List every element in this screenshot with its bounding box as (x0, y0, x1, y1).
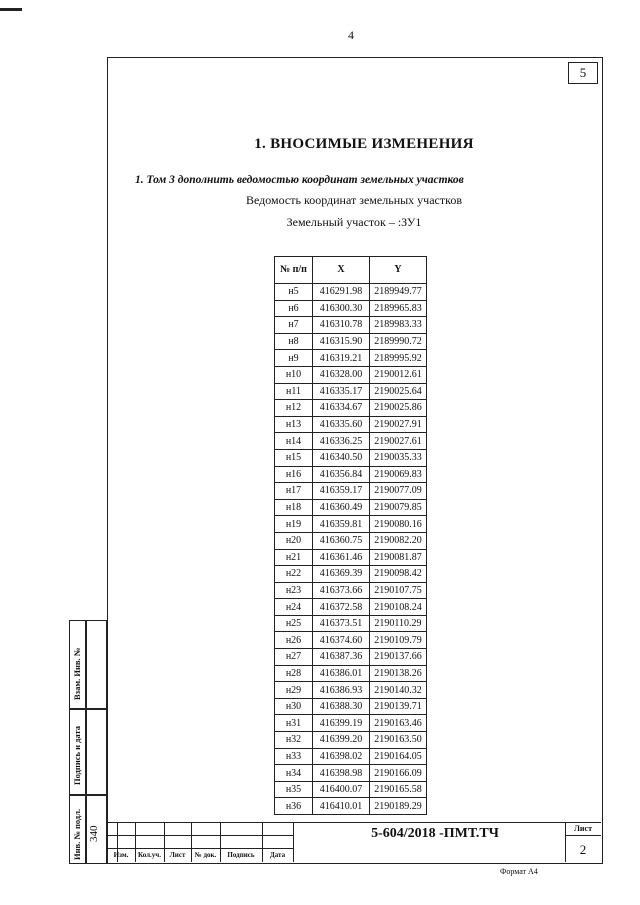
x-cell: 416359.81 (313, 516, 370, 533)
table-header-row (275, 257, 427, 284)
x-cell: 416360.49 (313, 499, 370, 516)
point-id-cell: н28 (275, 665, 313, 682)
y-cell: 2190027.91 (370, 416, 427, 433)
y-cell: 2190163.46 (370, 715, 427, 732)
table-row (275, 599, 427, 616)
tb-col-date: Дата (269, 851, 286, 859)
header-number: № п/п (275, 257, 313, 284)
y-cell: 2190140.32 (370, 682, 427, 699)
x-cell: 416300.30 (313, 300, 370, 317)
table-row (275, 732, 427, 749)
statement-title: Ведомость координат земельных участков (245, 193, 462, 207)
point-id-cell: н35 (275, 781, 313, 798)
point-id-cell: н8 (275, 333, 313, 350)
point-id-cell: н5 (275, 284, 313, 301)
parcel-label: Земельный участок – :ЗУ1 (286, 215, 422, 229)
point-id-cell: н9 (275, 350, 313, 367)
point-id-cell: н12 (275, 400, 313, 417)
x-cell: 416310.78 (313, 317, 370, 334)
table-row (275, 300, 427, 317)
y-cell: 2190164.05 (370, 748, 427, 765)
x-cell: 416360.75 (313, 532, 370, 549)
y-cell: 2189949.77 (370, 284, 427, 301)
table-row (275, 383, 427, 400)
point-id-cell: н36 (275, 798, 313, 815)
x-cell: 416356.84 (313, 466, 370, 483)
y-cell: 2190027.61 (370, 433, 427, 450)
table-row (275, 466, 427, 483)
table-row (275, 649, 427, 666)
y-cell: 2190080.16 (370, 516, 427, 533)
x-cell: 416386.93 (313, 682, 370, 699)
table-row (275, 549, 427, 566)
y-cell: 2190165.58 (370, 781, 427, 798)
y-cell: 2190139.71 (370, 698, 427, 715)
point-id-cell: н27 (275, 649, 313, 666)
y-cell: 2190110.29 (370, 615, 427, 632)
point-id-cell: н30 (275, 698, 313, 715)
point-id-cell: н10 (275, 366, 313, 383)
y-cell: 2190025.64 (370, 383, 427, 400)
point-id-cell: н33 (275, 748, 313, 765)
format-label: Формат А4 (500, 867, 538, 876)
y-cell: 2190137.66 (370, 649, 427, 666)
point-id-cell: н21 (275, 549, 313, 566)
y-cell: 2190098.42 (370, 566, 427, 583)
table-row (275, 433, 427, 450)
table-row (275, 665, 427, 682)
x-cell: 416340.50 (313, 449, 370, 466)
section-title: 1. ВНОСИМЫЕ ИЗМЕНЕНИЯ (254, 136, 474, 152)
point-id-cell: н18 (275, 499, 313, 516)
y-cell: 2190077.09 (370, 483, 427, 500)
point-id-cell: н14 (275, 433, 313, 450)
x-cell: 416334.67 (313, 400, 370, 417)
table-row (275, 781, 427, 798)
point-id-cell: н11 (275, 383, 313, 400)
table-row (275, 317, 427, 334)
stamp-col-inv-zam-value (85, 620, 107, 710)
corner-mark (0, 8, 22, 11)
y-cell: 2190109.79 (370, 632, 427, 649)
instruction-text: 1. Том 3 дополнить ведомостью координат земельных участков (135, 174, 464, 186)
header-x: X (313, 257, 370, 284)
table-row (275, 798, 427, 815)
point-id-cell: н25 (275, 615, 313, 632)
table-row (275, 449, 427, 466)
page-number: 4 (348, 28, 354, 42)
table-row (275, 483, 427, 500)
table-row (275, 532, 427, 549)
coordinates-table (274, 256, 427, 815)
point-id-cell: н34 (275, 765, 313, 782)
x-cell: 416387.36 (313, 649, 370, 666)
x-cell: 416335.17 (313, 383, 370, 400)
y-cell: 2190069.83 (370, 466, 427, 483)
point-id-cell: н6 (275, 300, 313, 317)
table-row (275, 715, 427, 732)
x-cell: 416291.98 (313, 284, 370, 301)
y-cell: 2190012.61 (370, 366, 427, 383)
y-cell: 2190025.86 (370, 400, 427, 417)
x-cell: 416336.25 (313, 433, 370, 450)
table-row (275, 366, 427, 383)
y-cell: 2190079.85 (370, 499, 427, 516)
sheet-box: 5 (568, 62, 598, 84)
point-id-cell: н32 (275, 732, 313, 749)
x-cell: 416373.66 (313, 582, 370, 599)
x-cell: 416373.51 (313, 615, 370, 632)
x-cell: 416386.01 (313, 665, 370, 682)
x-cell: 416399.20 (313, 732, 370, 749)
x-cell: 416374.60 (313, 632, 370, 649)
table-row (275, 582, 427, 599)
tb-col-kol-uch: Кол.уч. (137, 851, 161, 859)
x-cell: 416315.90 (313, 333, 370, 350)
x-cell: 416398.98 (313, 765, 370, 782)
point-id-cell: н23 (275, 582, 313, 599)
tb-col-signature: Подпись (227, 851, 255, 859)
x-cell: 416398.02 (313, 748, 370, 765)
y-cell: 2189983.33 (370, 317, 427, 334)
x-cell: 416319.21 (313, 350, 370, 367)
table-row (275, 499, 427, 516)
point-id-cell: н26 (275, 632, 313, 649)
x-cell: 416388.30 (313, 698, 370, 715)
table-row (275, 350, 427, 367)
label-signature-date: Подпись и дата (72, 726, 82, 785)
stamp-col-signature-value (85, 708, 107, 796)
point-id-cell: н22 (275, 566, 313, 583)
point-id-cell: н17 (275, 483, 313, 500)
table-row (275, 698, 427, 715)
point-id-cell: н15 (275, 449, 313, 466)
sheet-label: Лист (573, 824, 593, 833)
x-cell: 416369.39 (313, 566, 370, 583)
table-row (275, 333, 427, 350)
sheet-number: 2 (579, 842, 587, 857)
label-inv-podl: Инв. № подл. (72, 808, 82, 860)
y-cell: 2190189.29 (370, 798, 427, 815)
table-row (275, 748, 427, 765)
x-cell: 416372.58 (313, 599, 370, 616)
table-row (275, 632, 427, 649)
tb-col-izm: Изм. (113, 851, 129, 859)
x-cell: 416400.07 (313, 781, 370, 798)
point-id-cell: н19 (275, 516, 313, 533)
x-cell: 416361.46 (313, 549, 370, 566)
table-row (275, 682, 427, 699)
x-cell: 416399.19 (313, 715, 370, 732)
label-inv-zam: Взам. Инв. № (72, 647, 82, 700)
table-row (275, 284, 427, 301)
y-cell: 2190108.24 (370, 599, 427, 616)
document-code: 5-604/2018 -ПМТ.ТЧ (371, 826, 499, 841)
point-id-cell: н7 (275, 317, 313, 334)
point-id-cell: н31 (275, 715, 313, 732)
table-row (275, 765, 427, 782)
y-cell: 2190163.50 (370, 732, 427, 749)
y-cell: 2190081.87 (370, 549, 427, 566)
y-cell: 2190082.20 (370, 532, 427, 549)
y-cell: 2190107.75 (370, 582, 427, 599)
point-id-cell: н20 (275, 532, 313, 549)
y-cell: 2190035.33 (370, 449, 427, 466)
tb-col-doc: № док. (194, 851, 217, 859)
table-row (275, 516, 427, 533)
point-id-cell: н29 (275, 682, 313, 699)
table-row (275, 416, 427, 433)
x-cell: 416359.17 (313, 483, 370, 500)
y-cell: 2189990.72 (370, 333, 427, 350)
table-row (275, 615, 427, 632)
y-cell: 2190166.09 (370, 765, 427, 782)
y-cell: 2189965.83 (370, 300, 427, 317)
x-cell: 416335.60 (313, 416, 370, 433)
point-id-cell: н16 (275, 466, 313, 483)
point-id-cell: н24 (275, 599, 313, 616)
tb-col-list: Лист (169, 851, 186, 859)
header-y: Y (370, 257, 427, 284)
inv-podl-value: 340 (88, 825, 100, 842)
table-row (275, 566, 427, 583)
y-cell: 2190138.26 (370, 665, 427, 682)
x-cell: 416410.01 (313, 798, 370, 815)
y-cell: 2189995.92 (370, 350, 427, 367)
x-cell: 416328.00 (313, 366, 370, 383)
table-row (275, 400, 427, 417)
point-id-cell: н13 (275, 416, 313, 433)
